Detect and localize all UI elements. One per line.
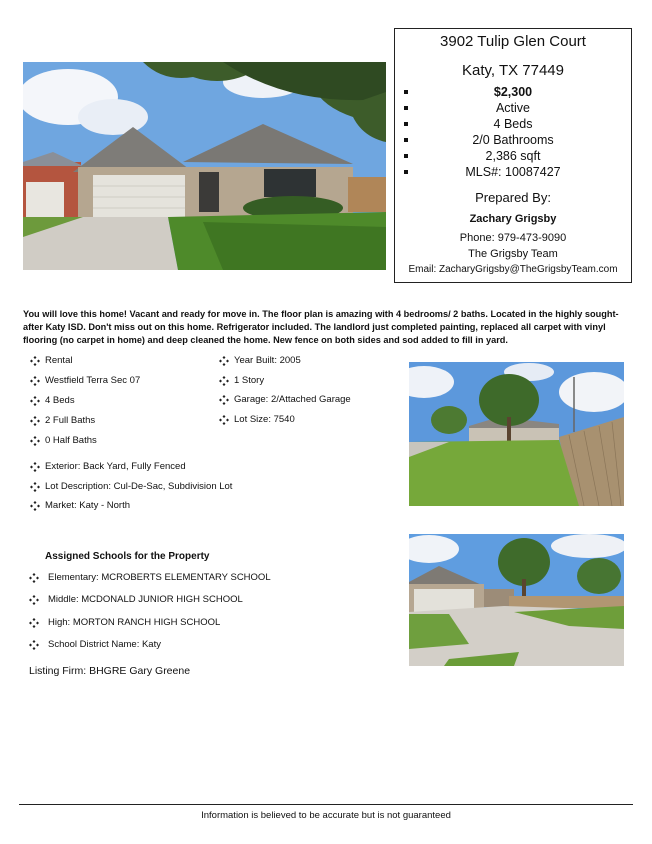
fact-status	[395, 100, 631, 116]
feature-item	[213, 414, 351, 434]
four-diamond-bullet-icon	[30, 376, 40, 386]
four-diamond-bullet-icon	[29, 573, 39, 583]
four-diamond-bullet-icon	[219, 415, 229, 425]
footer-disclaimer: Information is believed to be accurate but is not guaranteed	[201, 810, 451, 821]
four-diamond-bullet-icon	[30, 356, 40, 366]
feature-text: Exterior: Back Yard, Fully Fenced	[45, 461, 186, 472]
fact-mls	[395, 164, 631, 180]
features-column-2	[213, 355, 351, 434]
feature-text: Lot Size: 7540	[234, 414, 295, 426]
four-diamond-bullet-icon	[219, 376, 229, 386]
feature-item	[213, 394, 351, 414]
listing-firm: Listing Firm: BHGRE Gary Greene	[29, 665, 191, 677]
feature-text: Year Built: 2005	[234, 355, 301, 366]
four-diamond-bullet-icon	[30, 416, 40, 426]
four-diamond-bullet-icon	[30, 396, 40, 406]
fact-status-text: Active	[495, 101, 531, 115]
feature-item	[24, 461, 232, 481]
agent-team: The Grigsby Team	[468, 248, 558, 260]
fact-beds-text: 4 Beds	[493, 117, 533, 131]
school-text: Elementary: MCROBERTS ELEMENTARY SCHOOL	[48, 572, 271, 583]
feature-item	[213, 355, 351, 375]
property-main-photo	[23, 62, 386, 270]
feature-text: Market: Katy - North	[45, 500, 130, 511]
four-diamond-bullet-icon	[219, 356, 229, 366]
fact-mls-text: MLS#: 10087427	[465, 165, 561, 179]
features-column-1	[24, 355, 140, 455]
four-diamond-bullet-icon	[30, 436, 40, 446]
fact-price	[395, 84, 631, 100]
four-diamond-bullet-icon	[29, 640, 39, 650]
square-bullet-icon	[404, 106, 408, 110]
feature-text: 1 Story	[234, 374, 265, 386]
fact-baths-text: 2/0 Bathrooms	[472, 133, 554, 147]
feature-text: Garage: 2/Attached Garage	[234, 394, 351, 406]
listing-summary-box	[394, 28, 632, 283]
four-diamond-bullet-icon	[30, 462, 40, 472]
four-diamond-bullet-icon	[29, 595, 39, 605]
square-bullet-icon	[404, 154, 408, 158]
feature-item	[24, 415, 140, 435]
feature-item	[24, 435, 140, 455]
square-bullet-icon	[404, 122, 408, 126]
feature-text: Westfield Terra Sec 07	[45, 375, 141, 386]
feature-text: 0 Half Baths	[45, 435, 97, 446]
feature-item	[24, 395, 140, 415]
agent-email: Email: ZacharyGrigsby@TheGrigsbyTeam.com	[408, 264, 618, 275]
school-text: High: MORTON RANCH HIGH SCHOOL	[48, 616, 221, 628]
four-diamond-bullet-icon	[30, 501, 40, 511]
square-bullet-icon	[404, 138, 408, 142]
feature-text: Rental	[45, 355, 73, 366]
feature-item	[24, 375, 140, 395]
schools-list	[27, 572, 271, 661]
feature-text: Lot Description: Cul-De-Sac, Subdivision Lot	[45, 480, 233, 492]
school-item	[27, 617, 271, 639]
four-diamond-bullet-icon	[219, 395, 229, 405]
prepared-by-label: Prepared By:	[475, 190, 551, 205]
school-text: Middle: MCDONALD JUNIOR HIGH SCHOOL	[48, 594, 243, 606]
footer-divider	[19, 804, 633, 805]
agent-name: Zachary Grigsby	[469, 213, 557, 225]
address-street: 3902 Tulip Glen Court	[440, 33, 586, 50]
school-text: School District Name: Katy	[48, 638, 161, 650]
feature-item	[24, 500, 232, 520]
fact-sqft	[395, 148, 631, 164]
schools-heading: Assigned Schools for the Property	[45, 551, 210, 562]
fact-price-text: $2,300	[493, 85, 533, 99]
feature-text: 2 Full Baths	[45, 415, 96, 426]
address-city: Katy, TX 77449	[461, 62, 564, 79]
features-column-3	[24, 461, 232, 520]
school-item	[27, 639, 271, 661]
feature-item	[24, 355, 140, 375]
feature-text: 4 Beds	[45, 395, 75, 406]
school-item	[27, 594, 271, 616]
four-diamond-bullet-icon	[29, 618, 39, 628]
square-bullet-icon	[404, 90, 408, 94]
fact-baths	[395, 132, 631, 148]
feature-item	[213, 375, 351, 395]
property-description: You will love this home! Vacant and ready for move in. The floor plan is amazing with 4 bedrooms/ 2 baths. Located in the highly sought-after Katy ISD. Don't miss out on this home. Refrigerator included. The landlord just completed painting, replaced all carpet with vinyl flooring (no carpet in home) and deep cleaned the home. New fence on both sides and sod added to fill in yard.	[23, 309, 619, 345]
fact-beds	[395, 116, 631, 132]
agent-phone: Phone: 979-473-9090	[459, 232, 567, 244]
four-diamond-bullet-icon	[30, 482, 40, 492]
feature-item	[24, 481, 232, 501]
school-item	[27, 572, 271, 594]
driveway-photo	[409, 534, 624, 666]
backyard-photo	[409, 362, 624, 506]
key-facts-list	[395, 84, 631, 180]
fact-sqft-text: 2,386 sqft	[485, 149, 541, 163]
square-bullet-icon	[404, 170, 408, 174]
